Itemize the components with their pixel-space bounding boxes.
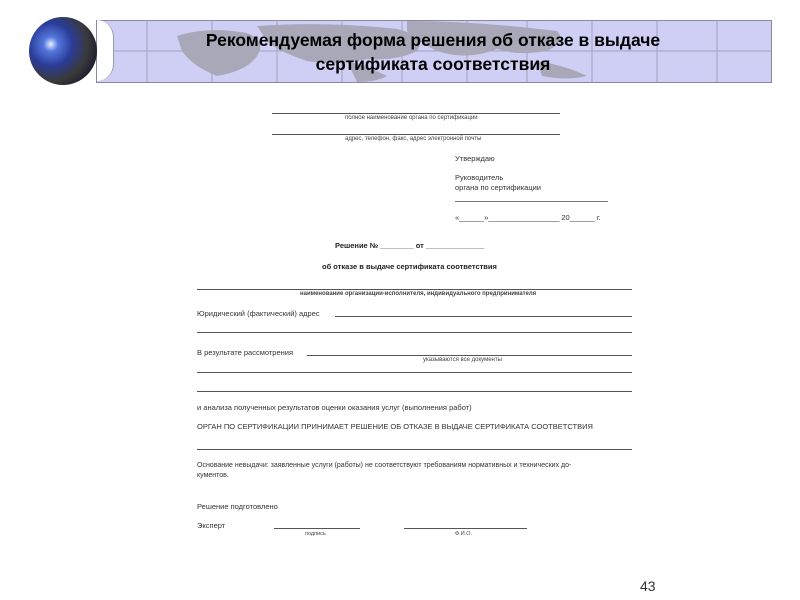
contacts-line <box>272 134 560 135</box>
approval-date: «______»_________________ 20______ г. <box>455 213 601 222</box>
page-number: 43 <box>640 578 656 594</box>
globe-icon <box>29 17 97 85</box>
address-line-1 <box>335 316 632 317</box>
expert-label: Эксперт <box>197 521 226 530</box>
signature-line <box>274 528 360 529</box>
slide-title <box>96 28 770 76</box>
address-label: Юридический (фактический) адрес <box>197 309 320 318</box>
head-line-1: Руководитель <box>455 173 504 182</box>
reason-line-2: кументов. <box>197 472 229 479</box>
name-line <box>404 528 527 529</box>
org-name-line <box>272 113 560 114</box>
reason-line-1: Основание невыдачи: заявленные услуги (работы) не соответствуют требованиям нормативных и технических до- <box>197 462 572 469</box>
name-caption: Ф.И.О. <box>455 531 472 537</box>
prepared-label: Решение подготовлено <box>197 502 278 511</box>
analysis-text: и анализа полученных результатов оценки оказания услуг (выполнения работ) <box>197 403 472 412</box>
review-line-1 <box>307 355 632 356</box>
decision-number: Решение № ________ от ______________ <box>335 241 485 250</box>
contacts-caption: адрес, телефон, факс, адрес электронной почты <box>345 136 482 142</box>
head-line-2: органа по сертификации <box>455 183 542 192</box>
title-line-2: сертификата соответствия <box>315 54 551 74</box>
verdict-line <box>197 449 632 450</box>
decision-subject: об отказе в выдаче сертификата соответствия <box>322 262 497 271</box>
verdict-text: ОРГАН ПО СЕРТИФИКАЦИИ ПРИНИМАЕТ РЕШЕНИЕ ОБ ОТКАЗЕ В ВЫДАЧЕ СЕРТИФИКАТА СООТВЕТСТВИЯ <box>197 422 593 431</box>
signature-caption: подпись <box>305 531 326 537</box>
approve-label: Утверждаю <box>455 154 495 163</box>
review-line-3 <box>197 391 632 392</box>
head-signature-line <box>455 201 608 202</box>
org-caption: полное наименование органа по сертификации <box>345 115 478 121</box>
address-line-2 <box>197 332 632 333</box>
review-line-2 <box>197 372 632 373</box>
docs-caption: указываются все документы <box>423 357 502 363</box>
review-label: В результате рассмотрения <box>197 348 294 357</box>
applicant-line <box>197 289 632 290</box>
title-line-1: Рекомендуемая форма решения об отказе в выдаче <box>205 30 661 50</box>
applicant-caption: наименование организации-исполнителя, индивидуального предпринимателя <box>300 291 537 297</box>
